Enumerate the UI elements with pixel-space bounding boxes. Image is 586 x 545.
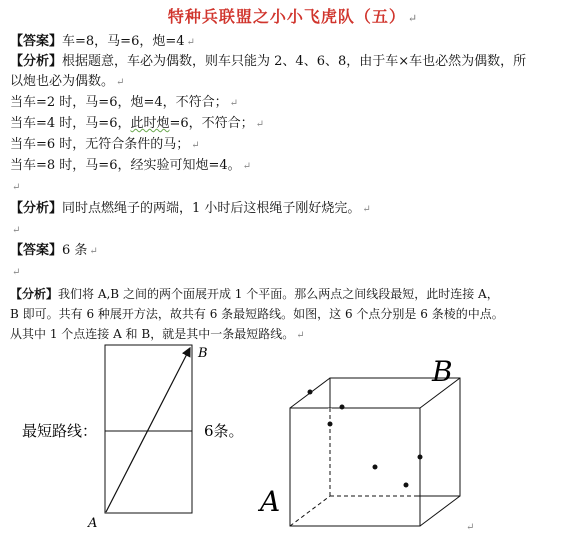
analysis-tag: 【分析】 (10, 54, 63, 69)
case-text: 当车=2 时，马=6，炮=4，不符合； (10, 95, 228, 110)
cube-hidden-edge (290, 496, 330, 526)
cube-edge (420, 496, 460, 526)
net-label-b: B (198, 346, 208, 361)
cube-back-face-top-right (330, 378, 460, 496)
answer-tag: 【答案】 (10, 243, 63, 258)
paragraph-mark: ↵ (12, 267, 21, 278)
edge-midpoint-dot (340, 405, 345, 410)
edge-midpoint-dot (308, 390, 313, 395)
edge-midpoint-dot (418, 455, 423, 460)
title-text: 特种兵联盟之小小飞虎队（五） (167, 7, 406, 26)
case-text: 当车=6 时，无符合条件的马； (10, 137, 190, 152)
answer-tag: 【答案】 (10, 34, 63, 49)
paragraph-mark: ↵ (12, 182, 21, 193)
paragraph-mark: ↵ (116, 77, 125, 88)
case-text: 当车=4 时，马=6， (10, 116, 131, 131)
answer-text: 6 条 (62, 243, 88, 258)
cube-diagram (257, 355, 460, 526)
shortest-route-label: 最短路线： (22, 422, 98, 440)
paragraph-mark: ↵ (255, 119, 265, 130)
case-text-underlined: 此时炮 (130, 116, 170, 131)
analysis-text: 我们将 A,B 之间的两个面展开成 1 个平面。那么两点之间线段最短，此时连接 A， (58, 287, 499, 301)
net-label-a: A (88, 516, 98, 531)
cube-label-a: A (260, 485, 281, 518)
paragraph-mark: ↵ (229, 98, 239, 109)
paragraph-mark: ↵ (362, 204, 371, 215)
paragraph-mark: ↵ (407, 12, 419, 25)
analysis-text: 从其中 1 个点连接 A 和 B，就是其中一条最短路线。 (10, 327, 295, 341)
route-count-label: 6条。 (204, 422, 244, 440)
analysis-text: 根据题意，车必为偶数，则车只能为 2、4、6、8，由于车×车也必然为偶数，所 (62, 54, 527, 69)
analysis-tag: 【分析】 (10, 201, 63, 216)
paragraph-mark: ↵ (191, 140, 200, 151)
answer-text: 车=8，马=6，炮=4 (62, 34, 185, 49)
paragraph-mark: ↵ (12, 225, 21, 236)
paragraph-mark: ↵ (89, 246, 98, 257)
paragraph-mark: ↵ (186, 37, 195, 48)
shortest-path-arrow (106, 348, 190, 512)
paragraph-mark: ↵ (296, 330, 305, 341)
edge-midpoint-dot (404, 483, 409, 488)
cube-front-face (290, 408, 420, 526)
analysis-text: B 即可。共有 6 种展开方法，故共有 6 条最短路线。如图，这 6 个点分别是 6 条棱的中点。 (10, 307, 504, 321)
case-text: 当车=8 时，马=6，经实验可知炮=4。 (10, 158, 241, 173)
analysis-text-cont: 以炮也必为偶数。 (10, 74, 115, 89)
edge-midpoint-dot (373, 465, 378, 470)
edge-midpoint-dot (328, 422, 333, 427)
analysis-tag: 【分析】 (10, 287, 59, 301)
analysis-text: 同时点燃绳子的两端，1 小时后这根绳子刚好烧完。 (62, 201, 361, 216)
paragraph-mark: ↵ (242, 161, 252, 172)
case-text: =6，不符合； (169, 116, 254, 131)
paragraph-mark: ↵ (466, 522, 475, 533)
cube-label-b: B (432, 355, 453, 388)
